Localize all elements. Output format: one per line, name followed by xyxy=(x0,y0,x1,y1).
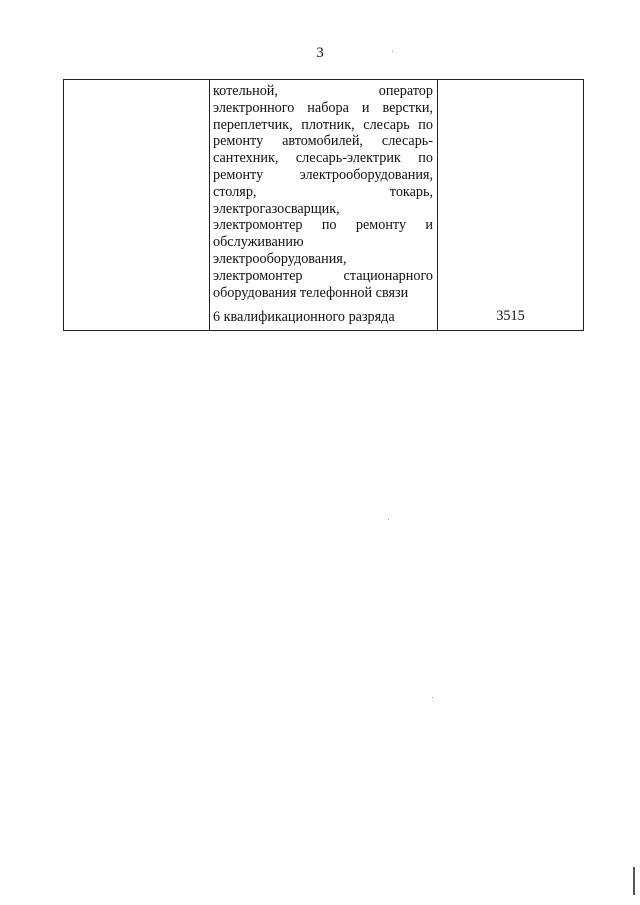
profession-line: сантехник, слесарь-электрик по xyxy=(213,150,433,167)
page-number: 3 xyxy=(316,45,324,61)
group-cell xyxy=(64,80,210,331)
profession-line: столяр, токарь, xyxy=(213,183,433,200)
profession-line: ремонту автомобилей, слесарь- xyxy=(213,133,433,150)
profession-line: электромонтер стационарного xyxy=(213,267,433,284)
profession-line: электрооборудования, xyxy=(213,250,347,267)
scan-speck xyxy=(388,519,389,520)
code-cell xyxy=(438,80,584,331)
qualification-level: 6 квалификационного разряда xyxy=(213,309,395,326)
scan-speck xyxy=(432,697,433,698)
salary-code: 3515 xyxy=(496,308,525,325)
profession-line: ремонту электрооборудования, xyxy=(213,166,433,183)
profession-line: электронного набора и верстки, xyxy=(213,99,433,116)
profession-line: переплетчик, плотник, слесарь по xyxy=(213,116,433,133)
scan-edge-mark xyxy=(633,867,635,895)
profession-line: котельной, оператор xyxy=(213,83,433,99)
table-row xyxy=(64,80,584,331)
profession-list xyxy=(213,83,433,301)
profession-line: обслуживанию xyxy=(213,234,304,251)
profession-table xyxy=(63,79,584,331)
profession-line: оборудования телефонной связи xyxy=(213,284,409,301)
description-cell xyxy=(210,80,438,331)
profession-line: электромонтер по ремонту и xyxy=(213,217,433,234)
profession-line: электрогазосварщик, xyxy=(213,200,340,217)
scan-speck xyxy=(392,51,393,52)
